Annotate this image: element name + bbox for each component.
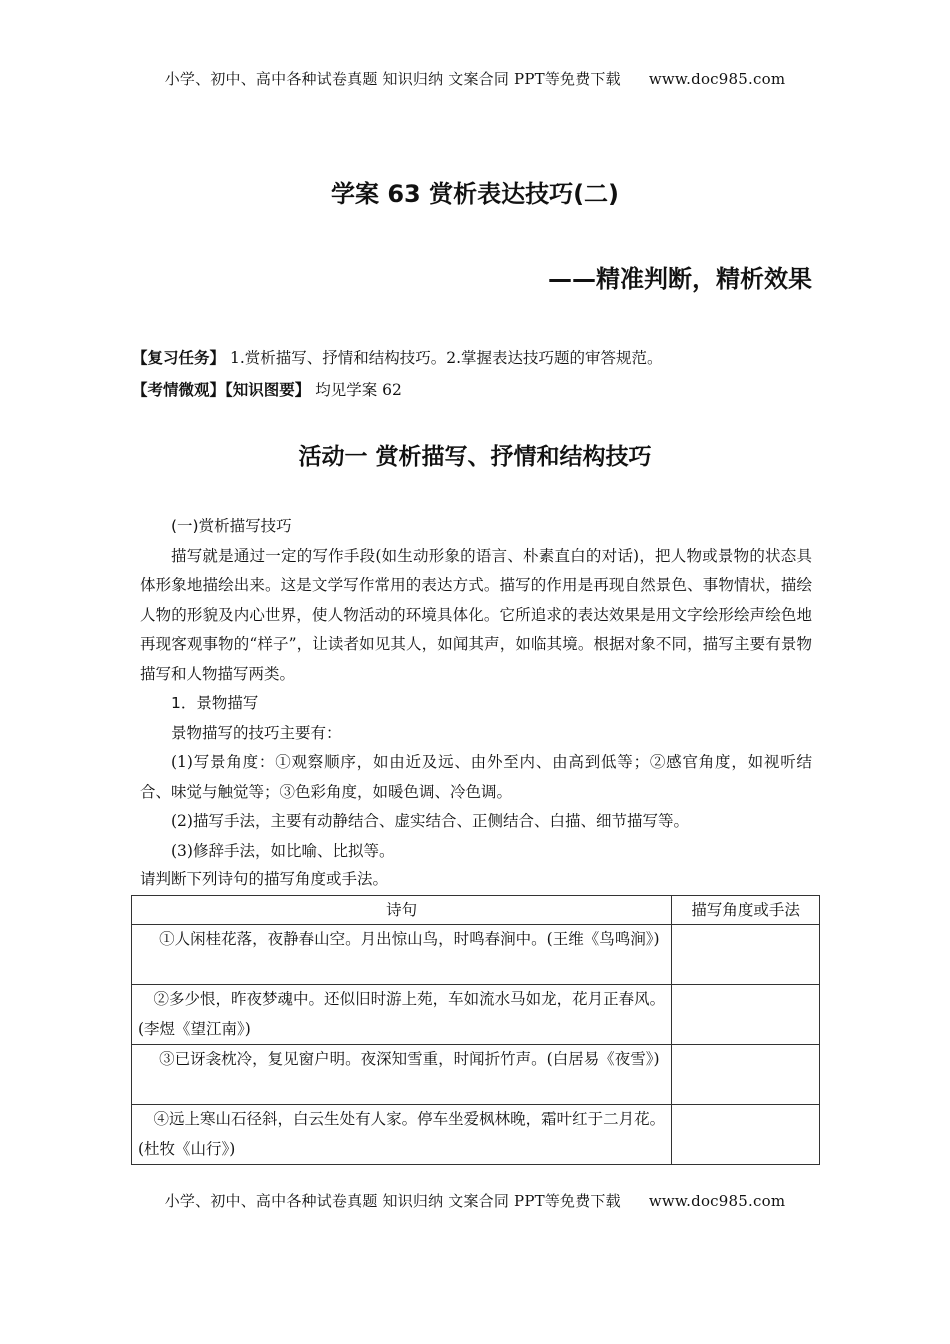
- document-title: 学案 63 赏析表达技巧(二): [330, 180, 620, 208]
- subsection-heading-scenery: 1．景物描写: [171, 694, 259, 712]
- exam-info-line: [132, 378, 402, 400]
- paragraph-scenery-intro: 景物描写的技巧主要有：: [171, 723, 342, 742]
- page-header: [0, 68, 950, 89]
- document-subtitle: ——精准判断，精析效果: [548, 265, 812, 293]
- table-row: [132, 1045, 820, 1105]
- poem-cell: ④远上寒山石径斜，白云生处有人家。停车坐爱枫林晚，霜叶红于二月花。(杜牧《山行》): [132, 1105, 672, 1165]
- answer-cell[interactable]: [672, 1105, 820, 1165]
- poem-cell: ①人闲桂花落，夜静春山空。月出惊山鸟，时鸣春涧中。(王维《鸟鸣涧》): [132, 925, 672, 985]
- column-header-technique: 描写角度或手法: [672, 896, 820, 925]
- column-header-poem: 诗句: [132, 896, 672, 925]
- header-text: 小学、初中、高中各种试卷真题 知识归纳 文案合同 PPT等免费下载: [164, 70, 621, 88]
- main-content: [140, 512, 812, 866]
- header-url: www.doc985.com: [648, 70, 786, 88]
- table-row: [132, 1105, 820, 1165]
- exam-info-text: 均见学案 62: [315, 381, 402, 399]
- exam-info-label: 【考情微观】【知识图要】: [132, 381, 311, 399]
- paragraph-scenery-rhetoric: (3)修辞手法，如比喻、比拟等。: [171, 841, 395, 860]
- page-footer: [0, 1190, 950, 1211]
- paragraph-scenery-method: (2)描写手法，主要有动静结合、虚实结合、正侧结合、白描、细节描写等。: [171, 812, 689, 830]
- review-task-text: 1.赏析描写、抒情和结构技巧。2.掌握表达技巧题的审答规范。: [229, 349, 663, 367]
- table-header-row: [132, 896, 820, 925]
- answer-cell[interactable]: [672, 1045, 820, 1105]
- poem-cell: ②多少恨，昨夜梦魂中。还似旧时游上苑，车如流水马如龙，花月正春风。(李煜《望江南》): [132, 985, 672, 1045]
- section-heading: 活动一 赏析描写、抒情和结构技巧: [298, 444, 652, 470]
- paragraph-scenery-angle: (1)写景角度：①观察顺序，如由近及远、由外至内、由高到低等；②感官角度，如视听结合、味觉与触觉等；③色彩角度，如暖色调、冷色调。: [140, 753, 812, 801]
- table-row: [132, 925, 820, 985]
- answer-cell[interactable]: [672, 985, 820, 1045]
- table-row: [132, 985, 820, 1045]
- exercise-instruction: 请判断下列诗句的描写角度或手法。: [140, 870, 389, 888]
- footer-text: 小学、初中、高中各种试卷真题 知识归纳 文案合同 PPT等免费下载: [164, 1192, 621, 1210]
- footer-url: www.doc985.com: [648, 1192, 786, 1210]
- review-task-line: [132, 346, 663, 368]
- paragraph-description-intro: 描写就是通过一定的写作手段(如生动形象的语言、朴素直白的对话)，把人物或景物的状态具体形象地描绘出来。这是文学写作常用的表达方式。描写的作用是再现自然景色、事物情状，描绘人物的形貌及内心世界，使人物活动的环境具体化。它所追求的表达效果是用文字绘形绘声绘色地再现客观事物的“样子”，让读者如见其人，如闻其声，如临其境。根据对象不同，描写主要有景物描写和人物描写两类。: [140, 546, 812, 683]
- poem-cell: ③已讶衾枕冷，复见窗户明。夜深知雪重，时闻折竹声。(白居易《夜雪》): [132, 1045, 672, 1105]
- poem-exercise-table: [131, 895, 820, 1165]
- answer-cell[interactable]: [672, 925, 820, 985]
- review-task-label: 【复习任务】: [132, 349, 226, 367]
- subsection-heading-description: (一)赏析描写技巧: [171, 517, 292, 535]
